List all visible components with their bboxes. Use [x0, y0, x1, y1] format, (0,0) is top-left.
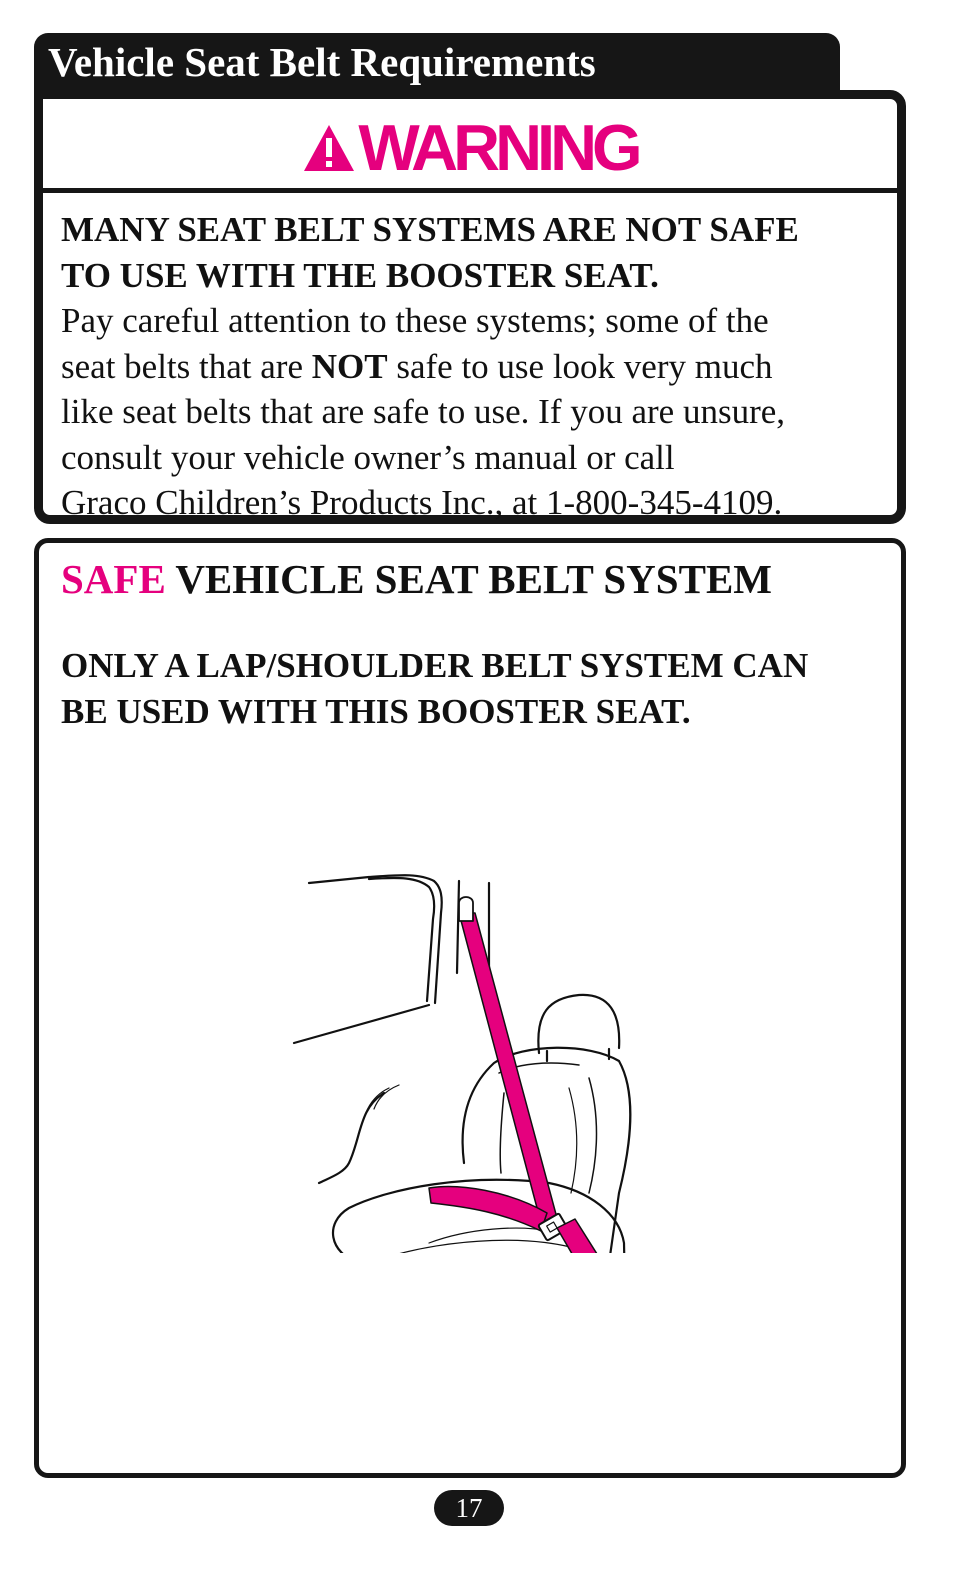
warning-text [61, 207, 883, 526]
section-header-tab [34, 33, 840, 93]
safe-system-box [34, 538, 906, 1478]
safe-title-rest: VEHICLE SEAT BELT SYSTEM [165, 556, 772, 602]
warning-label: WARNING [358, 111, 638, 184]
safe-highlight: SAFE [61, 556, 166, 602]
door-panel [319, 1093, 384, 1183]
lap-belt [429, 1187, 547, 1231]
warning-heading-line-1: MANY SEAT BELT SYSTEMS ARE NOT SAFE [61, 210, 799, 249]
safe-section-title [61, 553, 772, 605]
warning-body-line-2-post: safe to use look very much [387, 346, 773, 386]
warning-header [43, 99, 897, 193]
warning-label-row [43, 111, 897, 184]
warning-body-line-3: like seat belts that are safe to use. If you are unsure, [61, 392, 786, 431]
headrest [538, 995, 619, 1053]
window-bottom [294, 1005, 429, 1043]
warning-triangle-icon [302, 123, 356, 173]
buckle-stalk [557, 1219, 609, 1253]
warning-body-not-emphasis: NOT [311, 346, 388, 386]
page-number: 17 [434, 1490, 504, 1526]
warning-body-line-2-pre: seat belts that are [61, 346, 312, 386]
warning-body-line-5: Graco Children’s Products Inc., at 1-800-345-4109. [61, 483, 783, 522]
safe-section-instruction [61, 643, 883, 734]
shoulder-belt [459, 913, 557, 1223]
warning-body-line-4: consult your vehicle owner’s manual or call [61, 437, 675, 477]
section-title: Vehicle Seat Belt Requirements [48, 39, 596, 85]
car-seat-illustration [289, 873, 649, 1253]
safe-instruction-line-1: ONLY A LAP/SHOULDER BELT SYSTEM CAN [61, 646, 809, 685]
warning-box [34, 90, 906, 524]
warning-body-line-2 [61, 344, 883, 390]
b-pillar [457, 881, 459, 973]
belt-anchor [459, 897, 473, 921]
warning-body-line-1: Pay careful attention to these systems; some of the [61, 301, 769, 340]
warning-heading-line-2: TO USE WITH THE BOOSTER SEAT. [61, 255, 659, 295]
window-frame [309, 875, 442, 1003]
safe-instruction-line-2: BE USED WITH THIS BOOSTER SEAT. [61, 691, 691, 731]
